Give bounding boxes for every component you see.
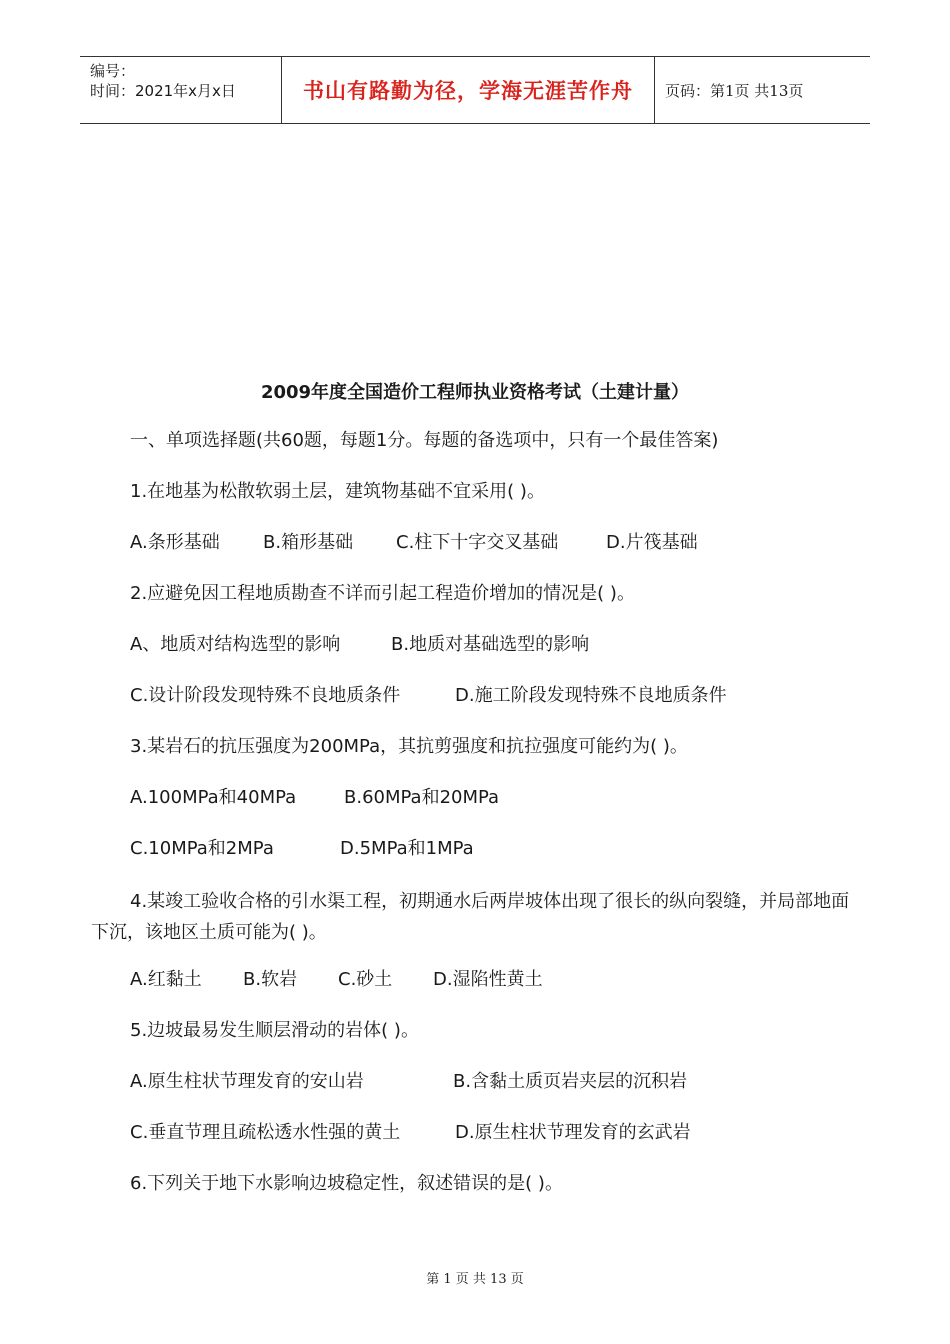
option-b: B.地质对基础选型的影响 bbox=[391, 634, 590, 655]
question-3-options-cd bbox=[130, 836, 474, 862]
option-c: C.砂土 bbox=[338, 969, 393, 990]
question-2-options-ab bbox=[130, 632, 589, 658]
option-d: D.湿陷性黄土 bbox=[433, 969, 543, 990]
option-b: B.箱形基础 bbox=[263, 532, 354, 553]
option-d: D.片筏基础 bbox=[606, 532, 698, 553]
option-d: D.施工阶段发现特殊不良地质条件 bbox=[455, 685, 727, 706]
option-c: C.垂直节理且疏松透水性强的黄土 bbox=[130, 1122, 401, 1143]
option-c: C.设计阶段发现特殊不良地质条件 bbox=[130, 685, 401, 706]
option-a: A.原生柱状节理发育的安山岩 bbox=[130, 1071, 364, 1092]
question-4-stem: 4.某竣工验收合格的引水渠工程，初期通水后两岸坡体出现了很长的纵向裂缝，并局部地面下沉，该地区土质可能为( )。 bbox=[91, 891, 850, 943]
section-heading: 一、单项选择题(共60题，每题1分。每题的备选项中，只有一个最佳答案) bbox=[130, 430, 719, 451]
header-motto bbox=[281, 57, 655, 123]
option-d: D.原生柱状节理发育的玄武岩 bbox=[455, 1122, 691, 1143]
option-a: A.红黏土 bbox=[130, 969, 202, 990]
doc-time-label: 时间：2021年x月x日 bbox=[90, 82, 236, 100]
option-b: B.软岩 bbox=[243, 969, 298, 990]
question-6-stem: 6.下列关于地下水影响边坡稳定性，叙述错误的是( )。 bbox=[130, 1173, 563, 1194]
header-meta bbox=[80, 57, 281, 123]
option-a: A.条形基础 bbox=[130, 532, 220, 553]
option-b: B.60MPa和20MPa bbox=[344, 787, 500, 808]
page-header bbox=[80, 56, 870, 124]
option-c: C.10MPa和2MPa bbox=[130, 838, 274, 859]
document-title: 2009年度全国造价工程师执业资格考试（土建计量） bbox=[260, 382, 690, 403]
page-info-text: 页码：第1页 共13页 bbox=[665, 81, 804, 100]
header-page-info bbox=[655, 57, 870, 123]
question-3-options-ab bbox=[130, 785, 499, 811]
motto-text: 书山有路勤为径，学海无涯苦作舟 bbox=[303, 78, 633, 103]
question-2-options-cd bbox=[130, 683, 727, 709]
question-3-stem: 3.某岩石的抗压强度为200MPa，其抗剪强度和抗拉强度可能约为( )。 bbox=[130, 736, 688, 757]
question-1-stem: 1.在地基为松散软弱土层，建筑物基础不宜采用( )。 bbox=[130, 481, 545, 502]
question-2-stem: 2.应避免因工程地质勘查不详而引起工程造价增加的情况是( )。 bbox=[130, 583, 635, 604]
option-b: B.含黏土质页岩夹层的沉积岩 bbox=[453, 1071, 688, 1092]
question-5-options-ab bbox=[130, 1069, 687, 1095]
option-a: A.100MPa和40MPa bbox=[130, 787, 297, 808]
question-5-options-cd bbox=[130, 1120, 691, 1146]
question-5-stem: 5.边坡最易发生顺层滑动的岩体( )。 bbox=[130, 1020, 419, 1041]
page-footer: 第 1 页 共 13 页 bbox=[426, 1272, 524, 1287]
doc-number-label: 编号： bbox=[90, 62, 136, 80]
question-4-options bbox=[130, 967, 543, 993]
option-c: C.柱下十字交叉基础 bbox=[396, 532, 559, 553]
option-d: D.5MPa和1MPa bbox=[340, 838, 474, 859]
question-1-options bbox=[130, 530, 698, 556]
option-a: A、地质对结构选型的影响 bbox=[130, 634, 341, 655]
